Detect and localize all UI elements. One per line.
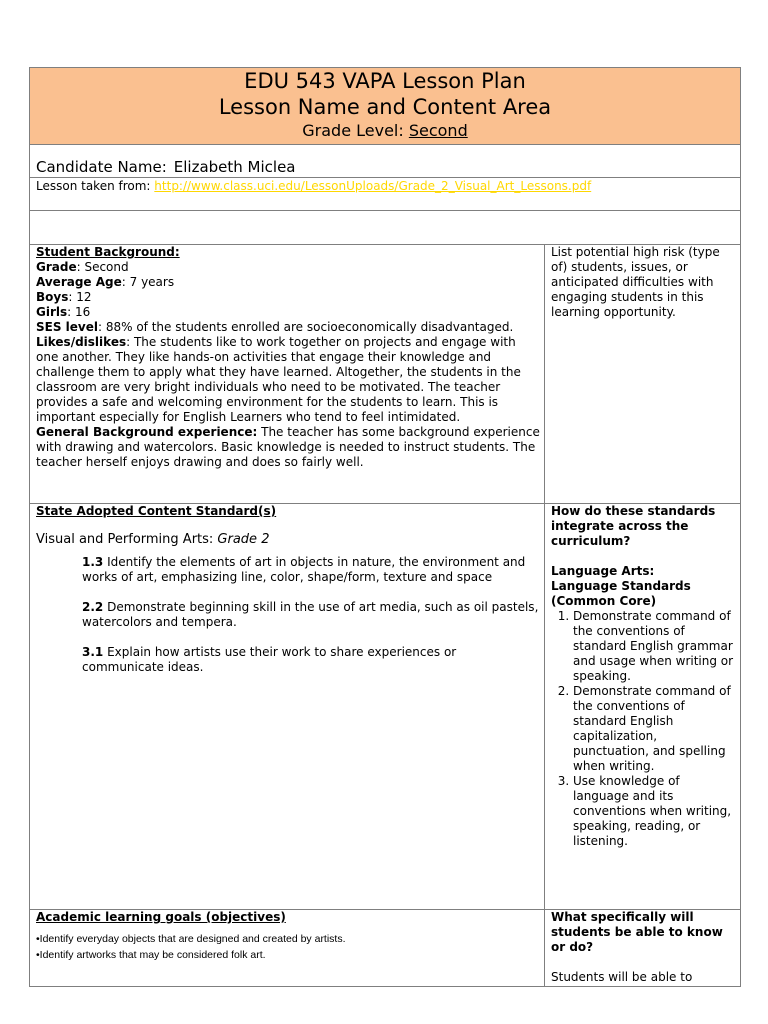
boys-line: Boys: 12 [36, 290, 92, 304]
language-standards-heading: Language Standards (Common Core) [551, 579, 691, 608]
language-standards-list [551, 609, 736, 849]
grade-level-label: Grade Level: [302, 121, 409, 140]
know-or-do-text: Students will be able to [551, 970, 693, 984]
language-standard-item: 1. Demonstrate command of the conventions of standard English grammar and usage when writing or speaking. [573, 609, 736, 684]
goal-item: •Identify everyday objects that are designed and created by artists. [36, 933, 346, 945]
lesson-source-link[interactable]: http://www.class.uci.edu/LessonUploads/Grade_2_Visual_Art_Lessons.pdf [154, 179, 592, 193]
standards-cell [30, 504, 545, 910]
grade-level-value: Second [408, 121, 468, 140]
ses-line: SES level: 88% of the students enrolled are socioeconomically disadvantaged. [36, 320, 514, 334]
girls-line: Girls: 16 [36, 305, 91, 319]
standard-item: 1.3 Identify the elements of art in objects in nature, the environment and works of art, emphasizing line, color, shape/form, texture and space [82, 555, 526, 584]
standards-heading: State Adopted Content Standard(s) [36, 504, 277, 518]
general-background-paragraph: General Background experience: The teacher has some background experience with drawing and watercolors. Basic knowledge is needed to instruct students. The teacher herself enjoys drawing and does so fairly well. [36, 425, 540, 469]
language-arts-heading: Language Arts: [551, 564, 655, 578]
candidate-label: Candidate Name: [36, 158, 167, 176]
integration-cell [545, 504, 741, 910]
student-background-heading: Student Background: [36, 245, 180, 259]
candidate-name: Elizabeth Miclea [173, 158, 296, 176]
age-line: Average Age: 7 years [36, 275, 175, 289]
standards-list [82, 555, 540, 675]
goals-heading: Academic learning goals (objectives) [36, 910, 286, 924]
language-standard-item: 3. Use knowledge of language and its conventions when writing, speaking, reading, or listening. [573, 774, 736, 849]
lesson-source-label: Lesson taken from: [36, 179, 155, 193]
language-standard-item: 2. Demonstrate command of the conventions of standard English capitalization, punctuation, and spelling when writing. [573, 684, 736, 774]
lesson-plan-document [29, 67, 740, 987]
know-or-do-heading: What specifically will students be able to know or do? [551, 910, 723, 954]
goal-item: •Identify artworks that may be considered folk art. [36, 949, 266, 961]
standard-item: 3.1 Explain how artists use their work to share experiences or communicate ideas. [82, 645, 457, 674]
high-risk-prompt: List potential high risk (type of) students, issues, or anticipated difficulties with engaging students in this learning opportunity. [551, 245, 720, 319]
candidate-row [30, 145, 741, 178]
blank-row [30, 211, 741, 245]
know-or-do-cell [545, 910, 741, 987]
high-risk-cell [545, 245, 741, 504]
grade-line: Grade: Second [36, 260, 129, 274]
integration-heading: How do these standards integrate across the curriculum? [551, 504, 716, 548]
likes-paragraph: Likes/dislikes: The students like to work together on projects and engage with one another. They like hands-on activities that engage their knowledge and challenge them to apply what they have learned. Altogether, the students in the classroom are very bright individuals who need to be motivated. The teacher provides a safe and welcoming environment for the students to learn. This is important especially for English Learners who tend to feel intimidated. [36, 335, 521, 424]
header-block [30, 68, 741, 145]
lesson-name-heading: Lesson Name and Content Area [218, 95, 552, 119]
document-title: EDU 543 VAPA Lesson Plan [244, 69, 526, 93]
student-background-cell [30, 245, 545, 504]
standard-item: 2.2 Demonstrate beginning skill in the use of art media, such as oil pastels, watercolors and tempera. [82, 600, 539, 629]
goals-cell [30, 910, 545, 987]
lesson-plan-table [29, 67, 741, 987]
standards-subject: Visual and Performing Arts: Grade 2 [36, 532, 270, 547]
lesson-source-row [30, 178, 741, 211]
grade-level-line [30, 120, 740, 142]
